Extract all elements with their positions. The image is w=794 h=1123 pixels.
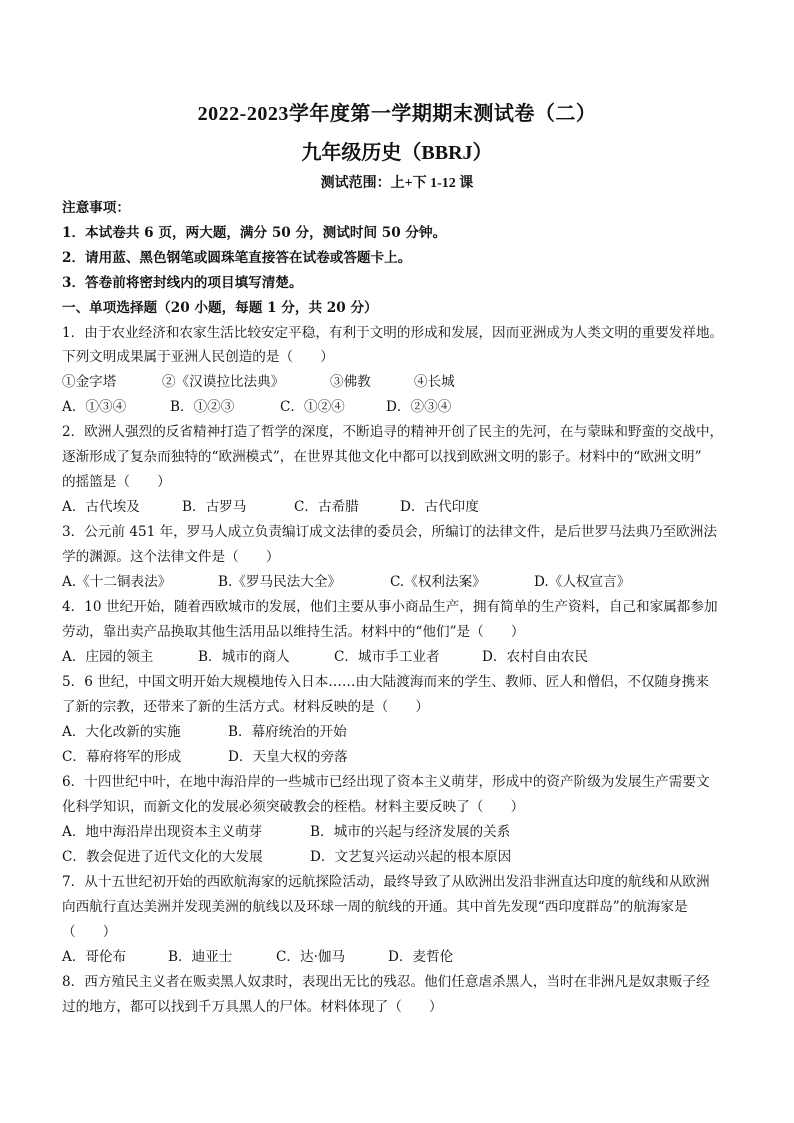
option-a[interactable]: A．①③④ (62, 399, 127, 415)
question-3-stem: 学的渊源。这个法律文件是（ ） (62, 549, 280, 565)
option-d[interactable]: D．天皇大权的旁落 (228, 749, 348, 765)
option-c[interactable]: C．教会促进了近代文化的大发展 (62, 849, 263, 865)
question-2-stem: 2．欧洲人强烈的反省精神打造了哲学的深度，不断追寻的精神开创了民主的先河，在与蒙昧和野蛮的交战中， (62, 424, 724, 440)
question-8-stem: 过的地方，都可以找到千万具黑人的尸体。材料体现了（ ） (62, 999, 443, 1015)
item: ①金字塔 (62, 374, 117, 390)
option-a[interactable]: A.《十二铜表法》 (62, 574, 172, 590)
option-d[interactable]: D．麦哲伦 (388, 949, 454, 965)
notice-heading: 注意事项： (62, 200, 130, 216)
section-heading: 一、单项选择题（20 小题，每题 1 分，共 20 分） (62, 300, 378, 316)
option-d[interactable]: D.《人权宣言》 (534, 574, 631, 590)
question-7-stem: （ ） (62, 924, 117, 940)
option-d[interactable]: D．农村自由农民 (482, 649, 589, 665)
item: ④长城 (414, 374, 455, 390)
question-4-stem: 劳动，靠出卖产品换取其他生活用品以维持生活。材料中的“他们”是（ ） (62, 624, 525, 640)
option-b[interactable]: B．迪亚士 (168, 949, 233, 965)
option-b[interactable]: B．幕府统治的开始 (228, 724, 347, 740)
option-a[interactable]: A．庄园的领主 (62, 649, 154, 665)
notice-item: 2．请用蓝、黑色钢笔或圆珠笔直接答在试卷或答题卡上。 (62, 250, 412, 266)
option-a[interactable]: A．大化改新的实施 (62, 724, 181, 740)
item: ③佛教 (330, 374, 371, 390)
option-a[interactable]: A．古代埃及 (62, 499, 140, 515)
option-c[interactable]: C．城市手工业者 (334, 649, 440, 665)
question-2-stem: 逐渐形成了复杂而独特的“欧洲模式”，在世界其他文化中都可以找到欧洲文明的影子。材料中的“欧洲文明” (62, 449, 702, 465)
question-7-stem: 7．从十五世纪初开始的西欧航海家的远航探险活动，最终导致了从欧洲出发沿非洲直达印度的航线和从欧洲 (62, 874, 710, 890)
option-d[interactable]: D．文艺复兴运动兴起的根本原因 (310, 849, 512, 865)
option-b[interactable]: B．①②③ (170, 399, 235, 415)
question-1-stem: 下列文明成果属于亚洲人民创造的是（ ） (62, 349, 334, 365)
option-b[interactable]: B.《罗马民法大全》 (218, 574, 342, 590)
question-5-stem: 5．6 世纪，中国文明开始大规模地传入日本……由大陆渡海而来的学生、教师、匠人和僧侣，不仅随身携来 (62, 674, 709, 690)
option-c[interactable]: C．达·伽马 (276, 949, 346, 965)
question-4-stem: 4．10 世纪开始，随着西欧城市的发展，他们主要从事小商品生产，拥有简单的生产资料，自己和家属都参加 (62, 599, 718, 615)
test-scope: 测试范围：上+下 1-12 课 (320, 176, 474, 191)
option-a[interactable]: A．哥伦布 (62, 949, 127, 965)
question-5-stem: 了新的宗教，还带来了新的生活方式。材料反映的是（ ） (62, 699, 430, 715)
question-8-stem: 8．西方殖民主义者在贩卖黑人奴隶时，表现出无比的残忍。他们任意虐杀黑人，当时在非洲凡是奴隶贩子经 (62, 974, 710, 990)
option-c[interactable]: C．幕府将军的形成 (62, 749, 182, 765)
question-1-stem: 1．由于农业经济和农家生活比较安定平稳，有利于文明的形成和发展，因而亚洲成为人类文明的重要发祥地。 (62, 325, 724, 341)
notice-item: 3．答卷前将密封线内的项目填写清楚。 (62, 275, 303, 291)
option-b[interactable]: B．古罗马 (182, 499, 247, 515)
question-2-stem: 的摇篮是（ ） (62, 474, 171, 490)
exam-title: 2022-2023学年度第一学期期末测试卷（二） (197, 103, 597, 125)
question-3-stem: 3．公元前 451 年，罗马人成立负责编订成文法律的委员会，所编订的法律文件，是后世罗马法典乃至欧洲法 (62, 524, 717, 540)
option-d[interactable]: D．②③④ (386, 399, 452, 415)
exam-subtitle: 九年级历史（BBRJ） (301, 142, 493, 164)
option-c[interactable]: C．①②④ (280, 399, 345, 415)
option-c[interactable]: C．古希腊 (294, 499, 359, 515)
notice-item: 1．本试卷共 6 页，两大题，满分 50 分，测试时间 50 分钟。 (62, 225, 447, 241)
question-6-stem: 6．十四世纪中叶，在地中海沿岸的一些城市已经出现了资本主义萌芽，形成中的资产阶级为发展生产需要文 (62, 774, 710, 790)
item: ②《汉谟拉比法典》 (162, 374, 285, 390)
option-d[interactable]: D．古代印度 (400, 499, 479, 515)
option-a[interactable]: A．地中海沿岸出现资本主义萌芽 (62, 824, 263, 840)
option-b[interactable]: B．城市的兴起与经济发展的关系 (310, 824, 511, 840)
question-6-stem: 化科学知识，而新文化的发展必须突破教会的桎梏。材料主要反映了（ ） (62, 799, 525, 815)
question-7-stem: 向西航行直达美洲并发现美洲的航线以及环球一周的航线的开通。其中首先发现“西印度群岛”的航海家是 (62, 899, 688, 915)
option-b[interactable]: B．城市的商人 (198, 649, 290, 665)
option-c[interactable]: C.《权利法案》 (390, 574, 486, 590)
